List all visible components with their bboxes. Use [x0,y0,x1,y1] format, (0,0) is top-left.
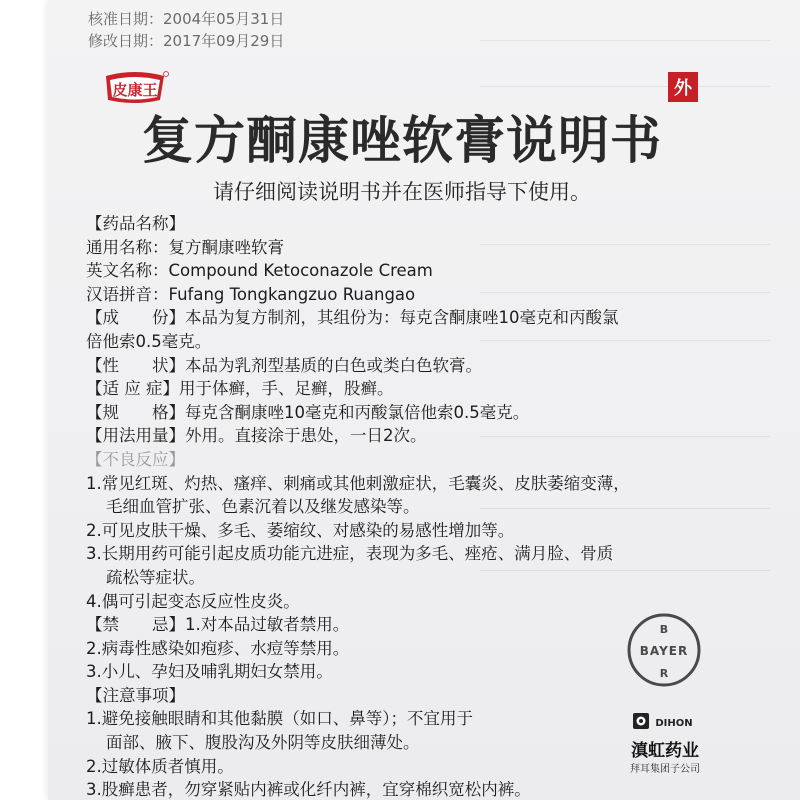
contraindication-1: 【禁 忌】1.对本品过敏者禁用。 [86,615,350,635]
bleed-line [480,86,770,87]
composition-cont: 倍他索0.5毫克。 [86,331,212,351]
precaution-2: 2.过敏体质者慎用。 [86,756,234,776]
pinyin-name: 汉语拼音：Fufang Tongkangzuo Ruangao [86,284,416,304]
bayer-text-across: BAYER [639,644,689,658]
dihon-company-name: 滇虹药业 [631,741,699,761]
precaution-3: 3.股癣患者，勿穿紧贴内裤或化纤内裤，宜穿棉织宽松内裤。 [86,780,531,800]
leaflet-body [86,212,722,800]
composition: 【成 份】本品为复方制剂，其组份为：每克含酮康唑10毫克和丙酸氯 [86,308,619,328]
adverse-item-1: 1.常见红斑、灼热、瘙痒、刺痛或其他刺激症状，毛囊炎、皮肤萎缩变薄， [86,473,630,493]
bleed-line [480,40,770,41]
dihon-logo [632,710,698,732]
adverse-item-3: 3.长期用药可能引起皮质功能亢进症，表现为多毛、痤疮、满月脸、骨质 [86,544,614,564]
brand-logo-text: 皮康王 [112,81,158,99]
english-name: 英文名称：Compound Ketoconazole Cream [86,261,433,281]
precautions-heading: 【注意事项】 [86,685,185,705]
contraindication-2: 2.病毒性感染如疱疹、水痘等禁用。 [86,638,350,658]
adverse-reactions-heading: 【不良反应】 [86,449,185,469]
specification: 【规 格】每克含酮康唑10毫克和丙酸氯倍他索0.5毫克。 [86,402,530,422]
generic-name: 通用名称：复方酮康唑软膏 [86,237,284,257]
contraindication-3: 3.小儿、孕妇及哺乳期妇女禁用。 [86,662,333,682]
approve-date: 核准日期：2004年05月31日 [88,10,285,28]
external-use-badge: 外 [668,72,698,102]
leaflet-dates [88,8,284,52]
dosage: 【用法用量】外用。直接涂于患处，一日2次。 [86,426,427,446]
dihon-group-line: 拜耳集团子公司 [630,764,700,775]
section-name-heading: 【药品名称】 [86,214,185,233]
indications: 【适 应 症】用于体癣，手、足癣，股癣。 [86,379,394,399]
adverse-item-2: 2.可见皮肤干燥、多毛、萎缩纹、对感染的易感性增加等。 [86,520,515,540]
page-title: 复方酮康唑软膏说明书 [141,112,662,171]
revise-date: 修改日期：2017年09月29日 [88,32,285,50]
brand-logo [100,68,170,108]
page-subtitle: 请仔细阅读说明书并在医师指导下使用。 [213,180,591,204]
appearance: 【性 状】本品为乳剂型基质的白色或类白色软膏。 [86,355,482,375]
precaution-1: 1.避免接触眼睛和其他黏膜（如口、鼻等）；不宜用于 [86,709,473,729]
adverse-item-1-cont: 毛细血管扩张、色素沉着以及继发感染等。 [106,497,420,517]
bayer-text-bottom: R [659,667,669,680]
adverse-item-3-cont: 疏松等症状。 [106,567,205,587]
dihon-mark-text: DIHON [655,718,693,729]
adverse-item-4: 4.偶可引起变态反应性皮炎。 [86,591,300,611]
precaution-1-cont: 面部、腋下、腹股沟及外阴等皮肤细薄处。 [106,733,420,753]
bayer-cross-logo [626,612,702,688]
bayer-text-top: B [659,623,669,636]
